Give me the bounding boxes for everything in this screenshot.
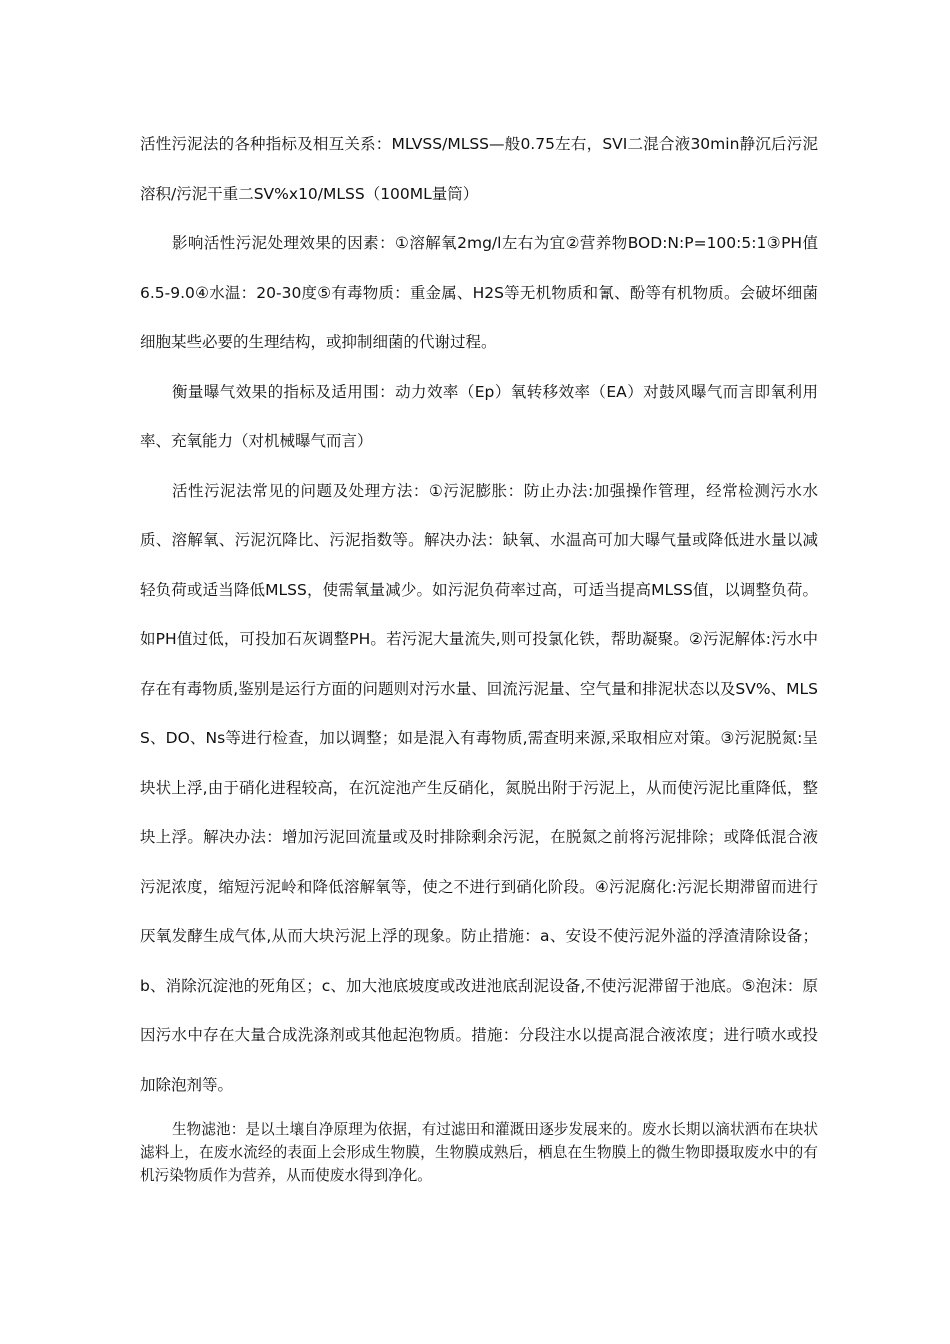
- document-body: [140, 120, 818, 1187]
- paragraph-aeration-metrics: 衡量曝气效果的指标及适用围：动力效率（Ep）氧转移效率（EA）对鼓风曝气而言即氧利用率、充氧能力（对机械曝气而言）: [140, 382, 818, 450]
- paragraph-common-problems: 活性污泥法常见的问题及处理方法：①污泥膨胀：防止办法:加强操作管理，经常检测污水水质、溶解氧、污泥沉降比、污泥指数等。解决办法：缺氧、水温高可加大曝气量或降低进水量以减轻负荷或适当降低MLSS，使需氧量减少。如污泥负荷率过高，可适当提高MLSS值，以调整负荷。如PH值过低，可投加石灰调整PH。若污泥大量流失,则可投氯化铁，帮助凝聚。②污泥解体:污水中存在有毒物质,鉴别是运行方面的问题则对污水量、回流污泥量、空气量和排泥状态以及SV%、MLSS、DO、Ns等进行检查，加以调整；如是混入有毒物质,需查明来源,采取相应对策。③污泥脱氮:呈块状上浮,由于硝化进程较高，在沉淀池产生反硝化，氮脱出附于污泥上，从而使污泥比重降低，整块上浮。解决办法：增加污泥回流量或及时排除剩余污泥，在脱氮之前将污泥排除；或降低混合液污泥浓度，缩短污泥岭和降低溶解氧等，使之不进行到硝化阶段。④污泥腐化:污泥长期滞留而进行厌氧发酵生成气体,从而大块污泥上浮的现象。防止措施：a、安设不使污泥外溢的浮渣清除设备；b、消除沉淀池的死角区；c、加大池底坡度或改进池底刮泥设备,不使污泥滞留于池底。⑤泡沫：原因污水中存在大量合成洗涤剂或其他起泡物质。措施：分段注水以提高混合液浓度；进行喷水或投加除泡剂等。: [140, 481, 818, 1094]
- paragraph-influencing-factors: 影响活性污泥处理效果的因素：①溶解氧2mg/l左右为宜②营养物BOD:N:P=100:5:1③PH值6.5-9.0④水温：20-30度⑤有毒物质：重金属、H2S等无机物质和氰、酚等有机物质。会破坏细菌细胞某些必要的生理结构，或抑制细菌的代谢过程。: [140, 234, 818, 351]
- paragraph-sludge-indicators: 活性污泥法的各种指标及相互关系：MLVSS/MLSS—般0.75左右，SVI二混合液30min静沉后污泥溶积/污泥干重二SV%x10/MLSS（100ML量筒）: [140, 135, 818, 203]
- paragraph-biological-filter: 生物滤池：是以土壤自净原理为依据，有过滤田和灌溉田逐步发展来的。废水长期以滴状洒布在块状滤料上，在废水流经的表面上会形成生物膜，生物膜成熟后，栖息在生物膜上的微生物即摄取废水中的有机污染物质作为营养，从而使废水得到净化。: [140, 1121, 818, 1184]
